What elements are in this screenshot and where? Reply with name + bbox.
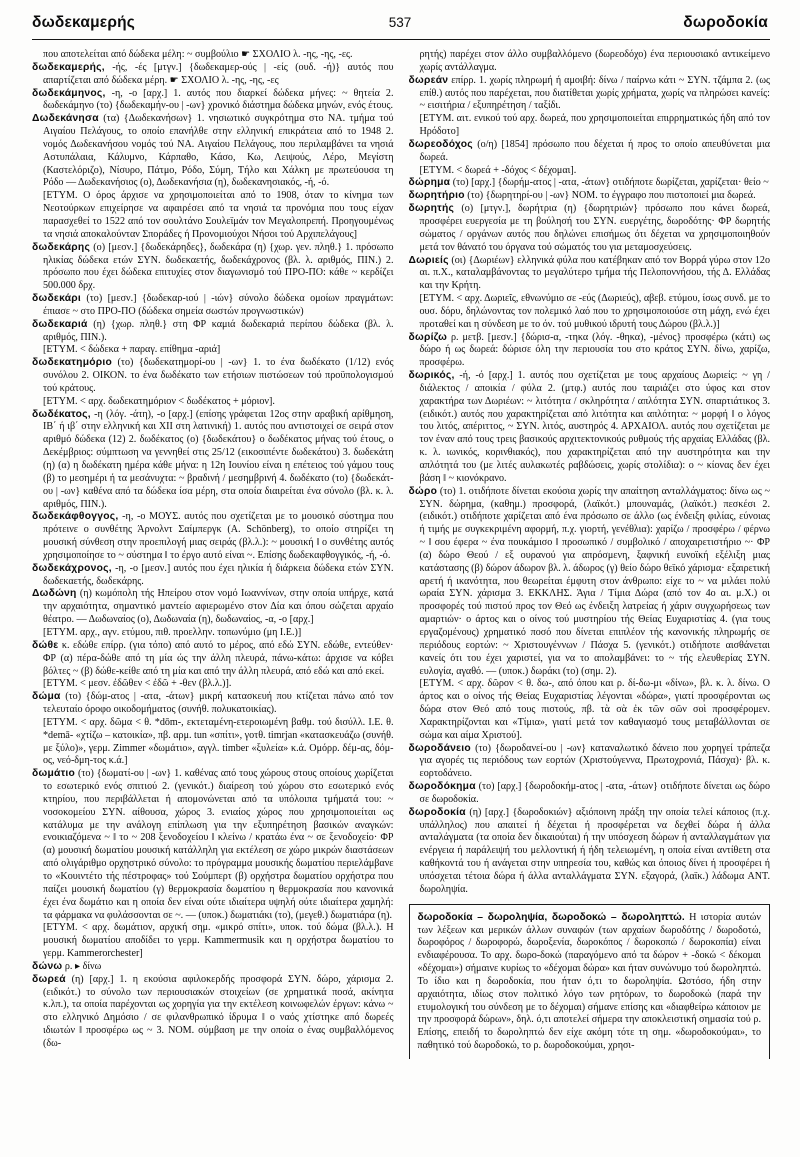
entry-paragraph: δωρητήριο (το) {δωρητηρί-ου | -ων} ΝΟΜ. το έγγραφο που πιστοποιεί μια δωρεά. (408, 190, 756, 202)
headword: δωρεάν (408, 74, 449, 86)
entry-paragraph: δωδεκάρης (ο) [μεσν.] {δωδεκάρηδες}, δωδεκάρα (η) {χωρ. γεν. πληθ.} 1. πρόσωπο ηλικίας δώδεκα ετών ΣΥΝ. δωδεκαετής, δωδεκάχρονος (βλ. λ. αριθμός, ΠΙΝ.) 2. πρόσωπο που έχει δώδεκα επιτυχίες στον διαγωνισμό τού ΠΡΟ-ΠΟ: κάθε ~ κερδίζει 500.000 δρχ. (32, 241, 394, 292)
headword: δώρο (408, 485, 438, 497)
entry-paragraph: δωδεκάρι (το) [μεσν.] {δωδεκαρ-ιού | -ιών} σύνολο δώδεκα ομοίων πραγμάτων: έπιασε ~ στο ΠΡΟ-ΠΟ (δώδεκα σημεία σωστών προγνωστικών) (32, 293, 394, 317)
entry-paragraph: δωροδάνειο (το) {δωροδανεί-ου | -ων} καταναλωτικό δάνειο που χορηγεί τράπεζα για αγορές τις περιόδους των εορτών (Χριστούγεννα, Πρωτοχρονιά, Πάσχα)· βλ. κ. εορτοδάνειο. (408, 742, 770, 780)
entry-paragraph: δώμα (το) {δώμ-ατος | -ατα, -άτων} μικρή κατασκευή που κτίζεται πάνω από τον τελευταίο όροφο οικοδομήματος (συνήθ. πολυκατοικίας). (32, 691, 394, 716)
entry-paragraph: Δωδεκάνησα (τα) {Δωδεκανήσων} 1. νησιωτικό συγκρότημα στο ΝΑ. τμήμα τού Αιγαίου Πελάγους, το οποίο επανήλθε στην ελληνική επικράτεια από το 1948 2. νομός Δωδεκανήσου νομός τού ΝΑ. Αιγαίου Πελάγους, που περιλαμβάνει τα νησιά Αστυπάλαια, Κάλυμνο, Κάρπαθο, Κάσο, Κω, Λειψούς, Λέρο, Μεγίστη (Καστελόριζο), Νίσυρο, Πάτμο, Ρόδο, Σύμη, Τήλο και Χάλκη με πρωτεύουσα τη Ρόδο — Δωδεκανήσιος (ο), Δωδεκανήσια (η), δωδεκανησιακός, -ή, -ό. (32, 113, 394, 189)
etymology-paragraph: [ΕΤΥΜ. < αρχ. δῶμα < θ. *dōm-, εκτεταμένη-ετεροιωμένη βαθμ. τού δισύλλ. Ι.Ε. θ. *demā- «χτίζω – κατοικία», πβ. αρμ. tun «σπίτι», γοτθ. timrjan «κατασκευάζω (συνήθ. με ξύλο)», γερμ. Zimmer «δωμάτιο», αγγλ. timber «ξυλεία» κ.ά. Ομόρρ. δέμ-ας, δόμ-ος, νεό-δμη-τος κ.ά.] (43, 716, 394, 767)
headword: δωδεκάρης (32, 241, 91, 253)
etymology-paragraph: [ΕΤΥΜ. < αρχ. δῶρον < θ. δω-, από όπου και ρ. δί-δω-μι «δίνω», βλ. κ. λ. δίνω. Ο άρτος και ο οίνος τής Θείας Ευχαριστίας λέγονται «δώρα», γιατί προσφέρονται ως δώρα στον Θεό από τους πιστούς, πβ. τὰ σὰ ἐκ τῶν σῶν σοὶ προσφέρομεν. Χαρακτηρίζονται και «Τίμια», γιατί μετά τον καθαγιασμό τους μεταβάλλονται σε σώμα και αίμα Χριστού]. (419, 678, 770, 741)
entry-paragraph: δωρίζω ρ. μετβ. [μεσν.] {δώρισ-α, -τηκα (λόγ. -θηκα), -μένος} προσφέρω (κάτι) ως δώρο ή ως δωρεά: δώρισε όλη την περιουσία του στο κράτος ΣΥΝ. δίνω, χαρίζω, προσφέρω. (408, 331, 770, 369)
entry-paragraph: δώθε κ. εδώθε επίρρ. (για τόπο) από αυτό το μέρος, από εδώ ΣΥΝ. εδώθε, εντεύθεν· ΦΡ (α) πέρα-δώθε από τη μία ώς την άλλη πλευρά, πάνω-κάτω: άρχισε να κόβει βόλτες ~ (β) δώθε-κείθε από τη μία και από την άλλη πλευρά, από εδώ και από εκεί. (32, 639, 394, 677)
headword: Δωδεκάνησα (32, 113, 99, 125)
usage-note-paragraph: δωροδοκία – δωροληψία, δωροδοκώ – δωροληπτώ. Η ιστορία αυτών των λέξεων και μερικών άλλων συναφών (των αρχαίων δωροδότης / δωροδοτώ, δωροφόρος / δωροφορώ, δωροξενία, δωροκόπος / δωροκοπώ / δωροκοπία) είναι ενδιαφέρουσα. Το αρχ. δωρο-δοκώ (παραγόμενο από τα δώρον + -δοκώ < δέκομαι «δέχομαι») σήμαινε κυρίως το «δέχομαι δώρα» και ήταν συνώνυμο τού δωροληπτώ. Το ίδιο και η δωροδοκία, που ήταν ό,τι το δωροληψία. Ωστόσο, ήδη στην αρχαιότητα, ιδίως στον πολιτικό λόγο των ρητόρων, το δωροδοκώ (παρά την ετυμολογική του σύνδεση με το δέχομαι) σήμανε επίσης και «διαφθείρω κάποιον με την προσφορά δώρων», δηλ. ό,τι αποτελεί σήμερα την αποκλειστική σημασία τού ρ. Επίσης, επειδή το δωροληπτώ δεν είχε ακόμη τότε τη σημ. «δωροδοκούμαι», το παθητικό τού δωροδοκώ, το ρ. δωροδοκούμαι, χρησι- (417, 911, 761, 1052)
headword: δωδέκατος, (32, 408, 91, 420)
entry-paragraph: δώνω ρ. ▸ δίνω (32, 960, 102, 972)
guideword-right: δωροδοκία (683, 14, 768, 31)
entry-paragraph: δώρο (το) 1. οτιδήποτε δίνεται εκούσια χωρίς την απαίτηση ανταλλάγματος: δίνω ως ~ ΣΥΝ. δώρημα, (καθημ.) προσφορά, (λαϊκότ.) μπουναμάς, (λαϊκότ.) πεσκέσι 2. (ειδικότ.) οτιδήποτε χαρίζεται από ένα πρόσωπο σε άλλο (ως ένδειξη φιλίας, εύνοιας ή τιμής με συγκεκριμένη αφορμή, π.χ. γιορτή, γενέθλια): χαρίζω / προσφέρω / φέρνω ~ ‖ σου έφερα ~ ένα πουκάμισο ‖ προσωπικό / συμβολικό / αποχαιρετιστήριο ~· ΦΡ (α) δώρο Θεού / εξ ουρανού για απρόσμενη, ξαφνική ευνοϊκή εξέλιξη μιας κατάστασης (β) δώρον άδωρον βλ. λ. άδωρος (γ) θείο δώρο θεϊκό χάρισμα· εξαιρετική αρετή ή ικανότητα, που θεωρείται έμφυτη στον άνθρωπο: είχε το ~ να μιλάει πολύ ωραία ΣΥΝ. χάρισμα 3. ΕΚΚΛΗΣ. Άγια / Τίμια Δώρα (από τον 4ο αι. μ.Χ.) οι προσφορές τού πιστού προς τον Θεό ως ένδειξη λατρείας ή χάριν συγχωρήσεως των αμαρτιών· ο άρτος και ο οίνος τού μυστηρίου τής Θείας Ευχαριστίας 4. (για τους εργαζομένους) χρηματικό ποσό που δίνεται επιπλέον τής κανονικής πληρωμής σε περιόδους εορτών: ~ Χριστουγέννων / Πάσχα 5. (γενικότ.) οτιδήποτε αισθάνεται κανείς ότι του έχει χαριστεί, για να το απολαμβάνει: το ~ τής ελευθερίας ΣΥΝ. ευλογία, αγαθό. — (υποκ.) δωράκι (το) (σημ. 2). (408, 485, 770, 677)
entry-paragraph: δωδεκαριά (η) {χωρ. πληθ.} στη ΦΡ καμιά δωδεκαριά περίπου δώδεκα (βλ. λ. αριθμός, ΠΙΝ.). (32, 318, 394, 343)
headword: δωδεκάρι (32, 293, 82, 305)
etymology-paragraph: [ΕΤΥΜ. < αρχ. δωδεκατημόριον < δωδέκατος + μόριον]. (43, 395, 275, 407)
headword: δωρεά (32, 973, 66, 985)
entry-paragraph: δωδεκατημόριο (το) {δωδεκατημορί-ου | -ων} 1. το ένα δωδέκατο (1/12) ενός συνόλου 2. ΟΙΚΟΝ. το ένα δωδέκατο των ετήσιων πιστώσεων τού προϋπολογισμού τού κράτους. (32, 357, 394, 394)
headword: δωρίζω (408, 331, 448, 343)
usage-note-box (409, 904, 771, 1059)
entry-paragraph: δωροδόκημα (το) [αρχ.] {δωροδοκήμ-ατος | -ατα, -άτων} οτιδήποτε δίνεται ως δώρο σε δωροδοκία. (408, 781, 770, 805)
headword: δώμα (32, 691, 61, 703)
entry-paragraph: δωρητής (ο) [μτγν.], δωρήτρια (η) {δωρητριών} πρόσωπο που κάνει δωρεά, προσφέρει ευεργεσία με τη βούλησή του ΣΥΝ. ευεργέτης, δωροδότης· ΦΡ δωρητής σώματος / οργάνων αυτός που δηλώνει επισήμως ότι δέχεται να χρησιμοποιηθούν μετά τον θάνατό του όργανα τού σώματός του για μεταμοσχεύσεις. (408, 203, 770, 253)
headword: δωροδόκημα (408, 781, 476, 793)
headword: δώθε (32, 639, 59, 651)
headword: δωρητήριο (408, 190, 465, 202)
entry-paragraph: Δωριείς (οι) {Δωριέων} ελληνικά φύλα που κατέβηκαν από τον Βορρά γύρω στον 12ο αι. π.Χ., καταλαμβάνοντας το μεγαλύτερο τμήμα τής Πελοποννήσου, τής Δ. Ελλάδας και την Κρήτη. (408, 254, 770, 292)
etymology-paragraph: [ΕΤΥΜ. < αρχ. δωμάτιον, αρχική σημ. «μικρό σπίτι», υποκ. τού δώμα (βλ.λ.). Η μουσική δωματίου αποδίδει το γερμ. Kammermusik και η ορχήστρα δωματίου το γερμ. Kammerorchester] (43, 922, 394, 960)
etymology-paragraph: [ΕΤΥΜ. < αρχ. Δωριεῖς, εθνωνύμιο σε -εύς (Δωριεύς), αβεβ. ετύμου, ίσως συνδ. με το ουσ. δόρυ, δηλώνοντας τον πολεμικό λαό που το χρησιμοποιούσε στη μάχη, ενώ έχει προταθεί και η σύνδεση με το όν. τού μυθικού ιδρυτή τους Δώρου (βλ.λ.)] (419, 293, 770, 330)
entry-paragraph: δωδεκάφθογγος, -η, -ο ΜΟΥΣ. αυτός που σχετίζεται με το μουσικό σύστημα που πρότεινε ο συνθέτης Άρνολντ Σαίμπεργκ (A. Schönberg), το οποίο στηρίζει τη μουσική σύνθεση στην προεπιλογή μιας σειράς (βλ.λ.): ~ μουσική ‖ ο συνθέτης αυτός χρησιμοποίησε το ~ σύστημα ‖ το έργο αυτό είναι ~. Επίσης δωδεκαφθογγικός, -ή, -ό. (32, 511, 394, 561)
headword: δωρεοδόχος (408, 138, 473, 150)
headword: δωροδοκία (408, 806, 466, 818)
headword: δωδεκαριά (32, 318, 88, 330)
etymology-paragraph: [ΕΤΥΜ. αιτ. ενικού τού αρχ. δωρεά, που χρησιμοποιείται επιρρηματικώς ήδη από τον Ηρόδοτο] (419, 113, 770, 138)
continuation-paragraph: ρητής) παρέχει στον άλλο συμβαλλόμενο (δωρεοδόχο) ένα περιουσιακό αντικείμενο χωρίς αντάλλαγμα. (419, 49, 770, 73)
headword: δώνω (32, 960, 63, 972)
two-column-body (32, 49, 770, 1111)
entry-paragraph: δωμάτιο (το) {δωματί-ου | -ων} 1. καθένας από τους χώρους στους οποίους χωρίζεται το εσωτερικό ενός σπιτιού 2. (γενικότ.) διαίρεση τού χώρου στο εσωτερικό ενός κτηρίου, που περιβάλλεται ή απομονώνεται από τα υπόλοιπα τμήματά του: ~ νοσοκομείου ΣΥΝ. αίθουσα, χώρος 3. ενιαίος χώρος που χρησιμοποιείται ως κατάλυμα με την ανάλογη επίπλωση για την εξυπηρέτηση βασικών αναγκών: ενοικιαζόμενα ~ ‖ το ~ 208 ξενοδοχείου ‖ κλείνω / κρατάω ένα ~ σε ξενοδοχείο· ΦΡ (α) μουσική δωματίου μουσική κατάλληλη για εκτέλεση σε χώρο μικρών διαστάσεων από ολιγάριθμο ορχηστρικό σύνολο: το πρόγραμμα μουσικής δωματίου περιελάμβανε το «Κουιντέτο τής πέστροφας» τού Σούμπερτ (β) ορχήστρα δωματίου ορχήστρα που παίζει μουσική δωματίου (γ) θερμοκρασία δωματίου η θερμοκρασία που κανονικά έχει ένα δωμάτιο και η οποία δεν είναι ούτε ιδιαίτερα υψηλή ούτε ιδιαίτερα χαμηλή: τα φάρμακα να φυλάσσονται σε ~. — (υποκ.) δωματιάκι (το), (μεγεθ.) δωματιάρα (η). (32, 768, 394, 921)
entry-paragraph: Δωδώνη (η) κωμόπολη τής Ηπείρου στον νομό Ιωαννίνων, στην οποία υπήρχε, κατά την αρχαιότητα, σημαντικό μαντείο αφιερωμένο στον Δία και όπου σώζεται αρχαίο θέατρο. — Δωδωναίος (ο), Δωδωναία (η), δωδωναίος, -α, -ο [αρχ.] (32, 588, 394, 626)
etymology-paragraph: [ΕΤΥΜ. αρχ., αγν. ετύμου, πιθ. προελλην. τοπωνύμιο (μη Ι.Ε.)] (43, 626, 302, 638)
etymology-paragraph: [ΕΤΥΜ. Ο όρος άρχισε να χρησιμοποιείται από το 1908, όταν το κίνημα των Νεοτούρκων επιχείρησε να αφαιρέσει από τα νησιά τα προνόμια που τους είχαν παρασχεθεί το 1522 από τον σουλτάνο Σουλεϊμάν τον Μεγαλοπρεπή. Προηγουμένως τα νησιά αποκαλούνταν Σποράδες ή Προνομιούχοι Νήσοι τού Αρχιπελάγους] (43, 190, 394, 240)
entry-paragraph: δωρικός, -ή, -ό [αρχ.] 1. αυτός που σχετίζεται με τους αρχαίους Δωριείς: ~ γη / διάλεκτος / αποικία / φύλα 2. (μτφ.) αυτός που ταιριάζει στο ύφος και στον χαρακτήρα των Δωριέων: ~ λιτότητα / σκληρότητα / απλότητα ΣΥΝ. σπαρτιάτικος 3. (ειδικότ.) αυτός που χαρακτηρίζεται από λιτότητα και απλότητα: ~ μορφή ‖ ο λόγος του λιτός, απέριττος, ~ ΣΥΝ. λιτός, αυστηρός 4. ΑΡΧΑΙΟΛ. αυτός που σχετίζεται με τον έναν από τους τρεις βασικούς αρχιτεκτονικούς ρυθμούς τής αρχαίας Ελλάδας (βλ. κ. λ. ιωνικός, κορινθιακός), που χαρακτηρίζεται από την αυστηρότητα και την απλότητά του (με λιτές αυλακωτές ραβδώσεις, χωρίς στολίδια): ο ~ κίονας δεν έχει βάση ‖ ~ κιονόκρανο. (408, 370, 770, 484)
headword: δωμάτιο (32, 768, 76, 780)
headword: δωρικός, (408, 370, 455, 382)
page-number: 537 (388, 15, 412, 30)
entry-paragraph: δωροδοκία (η) [αρχ.] {δωροδοκιών} αξιόποινη πράξη την οποία τελεί κάποιος (π.χ. υπάλληλος) που απαιτεί ή δέχεται ή προσφέρεται να δεχθεί δώρα ή άλλα ανταλάγματα (τα οποία δεν δικαιούται) ή την υπόσχεση δώρων ή ανταλλαγμάτων για ενέργεια ή παράλειψή του μελλοντική ή ήδη τελειωμένη, η οποία είναι αντίθετη στα καθήκοντά του ή ανάγεται στην υπηρεσία του, καθώς και όποιος δίνει ή προσφέρει ή υπόσχεται τέτοια δώρα ή άλλα ανταλλάγματα ΣΥΝ. εξαγορά, (λαϊκ.) λάδωμα ΑΝΤ. δωροληψία. (408, 806, 770, 895)
headword: δωδεκαμερής, (32, 61, 105, 73)
etymology-paragraph: [ΕΤΥΜ. < δώδεκα + παραγ. επίθημα -αριά] (43, 344, 221, 356)
entry-paragraph: δωρεά (η) [αρχ.] 1. η εκούσια αφιλοκερδής προσφορά ΣΥΝ. δώρο, χάρισμα 2. (ειδικότ.) το σύνολο των περιουσιακών στοιχείων (σε χρηματικά ποσά, ακίνητα κ.λπ.), τα οποία παρέχονται ως χορηγία για την εκτέλεση κοινωφελών έργων: κάνω ~ στο ελληνικό Δημόσιο / σε φιλανθρωπικό ίδρυμα ‖ ο ναός χτίστηκε από δωρεές ιδιωτών ‖ προσφέρω ως ~ 3. ΝΟΜ. σύμβαση με την οποία ο ένας συμβαλλόμενος (δω- (32, 973, 394, 1049)
headword: δωδεκάφθογγος, (32, 511, 119, 523)
headword: δωδεκατημόριο (32, 357, 113, 369)
entry-paragraph: δωδεκάμηνος, -η, -ο [αρχ.] 1. αυτός που διαρκεί δώδεκα μήνες: ~ θητεία 2. δωδεκάμηνο (το) {δωδεκαμήν-ου | -ων} χρονικό διάστημα δώδεκα μηνών, ενός έτους. (32, 87, 394, 112)
page-header (32, 12, 770, 40)
right-column (409, 49, 771, 1111)
entry-paragraph: δώρημα (το) [αρχ.] {δωρήμ-ατος | -ατα, -άτων} οτιδήποτε δωρίζεται, χαρίζεται· θείο ~ (408, 177, 769, 189)
headword: δωρητής (408, 203, 455, 215)
continuation-paragraph: που αποτελείται από δώδεκα μέλη: ~ συμβούλιο ☛ ΣΧΟΛΙΟ λ. -ης, -ης, -ες. (43, 49, 353, 60)
headword: δωροδάνειο (408, 742, 471, 754)
entry-paragraph: δωρεοδόχος (ο/η) [1854] πρόσωπο που δέχεται ή προς το οποίο απευθύνεται μια δωρεά. (408, 138, 770, 163)
entry-paragraph: δωδεκάχρονος, -η, -ο [μεσν.] αυτός που έχει ηλικία ή διάρκεια δώδεκα ετών ΣΥΝ. δωδεκαετής, δωδεκάρης. (32, 562, 394, 587)
headword: δώρημα (408, 177, 451, 189)
headword: δωδεκάμηνος, (32, 87, 106, 99)
entry-paragraph: δωδέκατος, -η (λόγ. -άτη), -ο [αρχ.] (επίσης γράφεται 12ος στην αραβική αρίθμηση, ΙΒ΄ ή ιβ΄ στην ελληνική και XII στη λατινική) 1. αυτός που αντιστοιχεί σε σειρά στον αριθμό δώδεκα (12) 2. δωδέκατος (ο) {δωδεκάτου} ο δωδέκατος μήνας τού έτους, ο Δεκέμβριος: σύμπτωση να γεννηθεί στις 25/12 (εικοσιπέντε δωδεκάτου) 3. δωδεκάτη (η) (α) η δωδέκατη ημέρα κάθε μήνα: η 12η Ιουνίου είναι η επέτειος τού γάμου τους (β) το μεσημέρι ή τα μεσάνυχτα: ~ βραδινή / μεσημβρινή 4. δωδέκατο (το) {δωδεκάτ-ου | -ων} καθένα από τα δώδεκα ίσα μέρη, στα οποία διαιρείται ένα σύνολο (βλ. κ. λ. αριθμός, ΠΙΝ.). (32, 408, 394, 510)
headword: Δωριείς (408, 254, 449, 266)
entry-paragraph: δωδεκαμερής, -ής, -ές [μτγν.] {δωδεκαμερ-ούς | -είς (ουδ. -ή)} αυτός που απαρτίζεται από δώδεκα μέρη. ☛ ΣΧΟΛΙΟ λ. -ης, -ης, -ες (32, 61, 394, 86)
left-column (32, 49, 394, 1111)
etymology-paragraph: [ΕΤΥΜ. < δωρεά + -δόχος < δέχομαι]. (419, 164, 577, 176)
headword: δωδεκάχρονος, (32, 562, 112, 574)
usage-note-title: δωροδοκία – δωροληψία, δωροδοκώ – δωροληπτώ. (417, 911, 685, 923)
entry-paragraph: δωρεάν επίρρ. 1. χωρίς πληρωμή ή αμοιβή: δίνω / παίρνω κάτι ~ ΣΥΝ. τζάμπα 2. (ως επίθ.) αυτός που παρέχεται, που διατίθεται χωρίς χρήματα, χωρίς να πληρώσει κανείς: ~ εισιτήρια / εξυπηρέτηση / ταξίδι. (408, 74, 770, 112)
etymology-paragraph: [ΕΤΥΜ. < μεσν. ἐδῶθεν < ἐδῶ + -θεν (βλ.λ.)]. (43, 678, 232, 690)
headword: Δωδώνη (32, 588, 77, 600)
guideword-left: δωδεκαμερής (32, 14, 136, 31)
